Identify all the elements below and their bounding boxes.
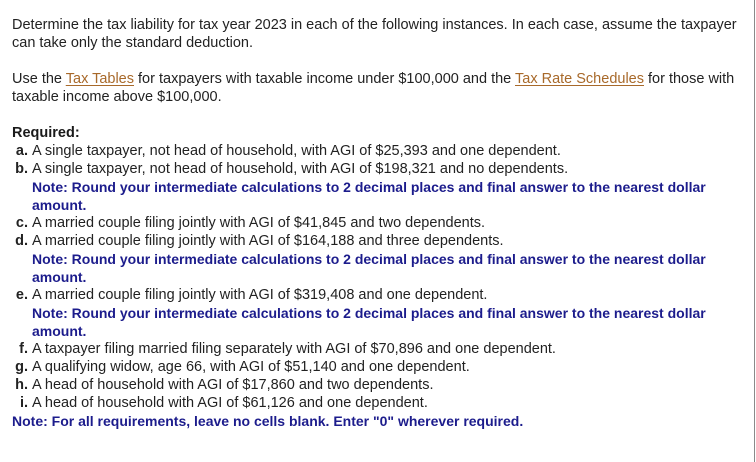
requirement-text: A qualifying widow, age 66, with AGI of $51,140 and one dependent. (32, 359, 470, 375)
requirement-b-note: Note: Round your intermediate calculations to 2 decimal places and final answer to the nearest dollar amount. (32, 179, 706, 213)
final-note: Note: For all requirements, leave no cells blank. Enter "0" wherever required. (12, 413, 524, 429)
requirement-letter: e. (15, 287, 28, 303)
requirement-h (12, 376, 742, 394)
instructions-suffix: for those with taxable income above $100,000. (12, 71, 735, 105)
requirement-g (12, 358, 742, 376)
requirement-text: A married couple filing jointly with AGI of $41,845 and two dependents. (32, 215, 486, 231)
requirement-e-note: Note: Round your intermediate calculations to 2 decimal places and final answer to the nearest dollar amount. (32, 305, 706, 339)
requirement-text: A taxpayer filing married filing separately with AGI of $70,896 and one dependent. (32, 341, 556, 357)
requirement-b (12, 160, 742, 178)
requirement-letter: a. (15, 143, 28, 159)
requirement-text: A single taxpayer, not head of household, with AGI of $25,393 and one dependent. (32, 143, 561, 159)
requirement-text: A married couple filing jointly with AGI of $164,188 and three dependents. (32, 233, 504, 249)
requirement-letter: d. (15, 233, 28, 249)
requirement-a (12, 142, 742, 160)
requirement-letter: i. (19, 395, 28, 411)
tax-tables-link[interactable]: Tax Tables (65, 71, 134, 87)
requirement-d-note: Note: Round your intermediate calculations to 2 decimal places and final answer to the nearest dollar amount. (32, 251, 706, 285)
intro-text: Determine the tax liability for tax year 2023 in each of the following instances. In each case, assume the taxpayer can take only the standard deduction. (12, 17, 737, 51)
requirement-letter: b. (15, 161, 28, 177)
requirement-text: A married couple filing jointly with AGI of $319,408 and one dependent. (32, 287, 488, 303)
requirement-e (12, 286, 742, 304)
requirement-letter: c. (15, 215, 28, 231)
requirement-letter: h. (15, 377, 28, 393)
requirement-d (12, 232, 742, 250)
instructions-prefix: Use the (12, 71, 66, 87)
requirement-list (12, 142, 742, 412)
requirement-text: A single taxpayer, not head of household, with AGI of $198,321 and no dependents. (32, 161, 569, 177)
requirement-letter: g. (15, 359, 28, 375)
instructions-text (12, 70, 742, 106)
required-heading: Required: (12, 125, 80, 141)
requirement-text: A head of household with AGI of $61,126 and one dependent. (32, 395, 428, 411)
requirement-letter: f. (19, 341, 28, 357)
requirement-text: A head of household with AGI of $17,860 and two dependents. (32, 377, 434, 393)
question-content (12, 16, 742, 430)
instructions-middle: for taxpayers with taxable income under $100,000 and the (134, 71, 516, 87)
requirement-f (12, 340, 742, 358)
requirement-i (12, 394, 742, 412)
tax-rate-schedules-link[interactable]: Tax Rate Schedules (515, 71, 644, 87)
requirement-c (12, 214, 742, 232)
